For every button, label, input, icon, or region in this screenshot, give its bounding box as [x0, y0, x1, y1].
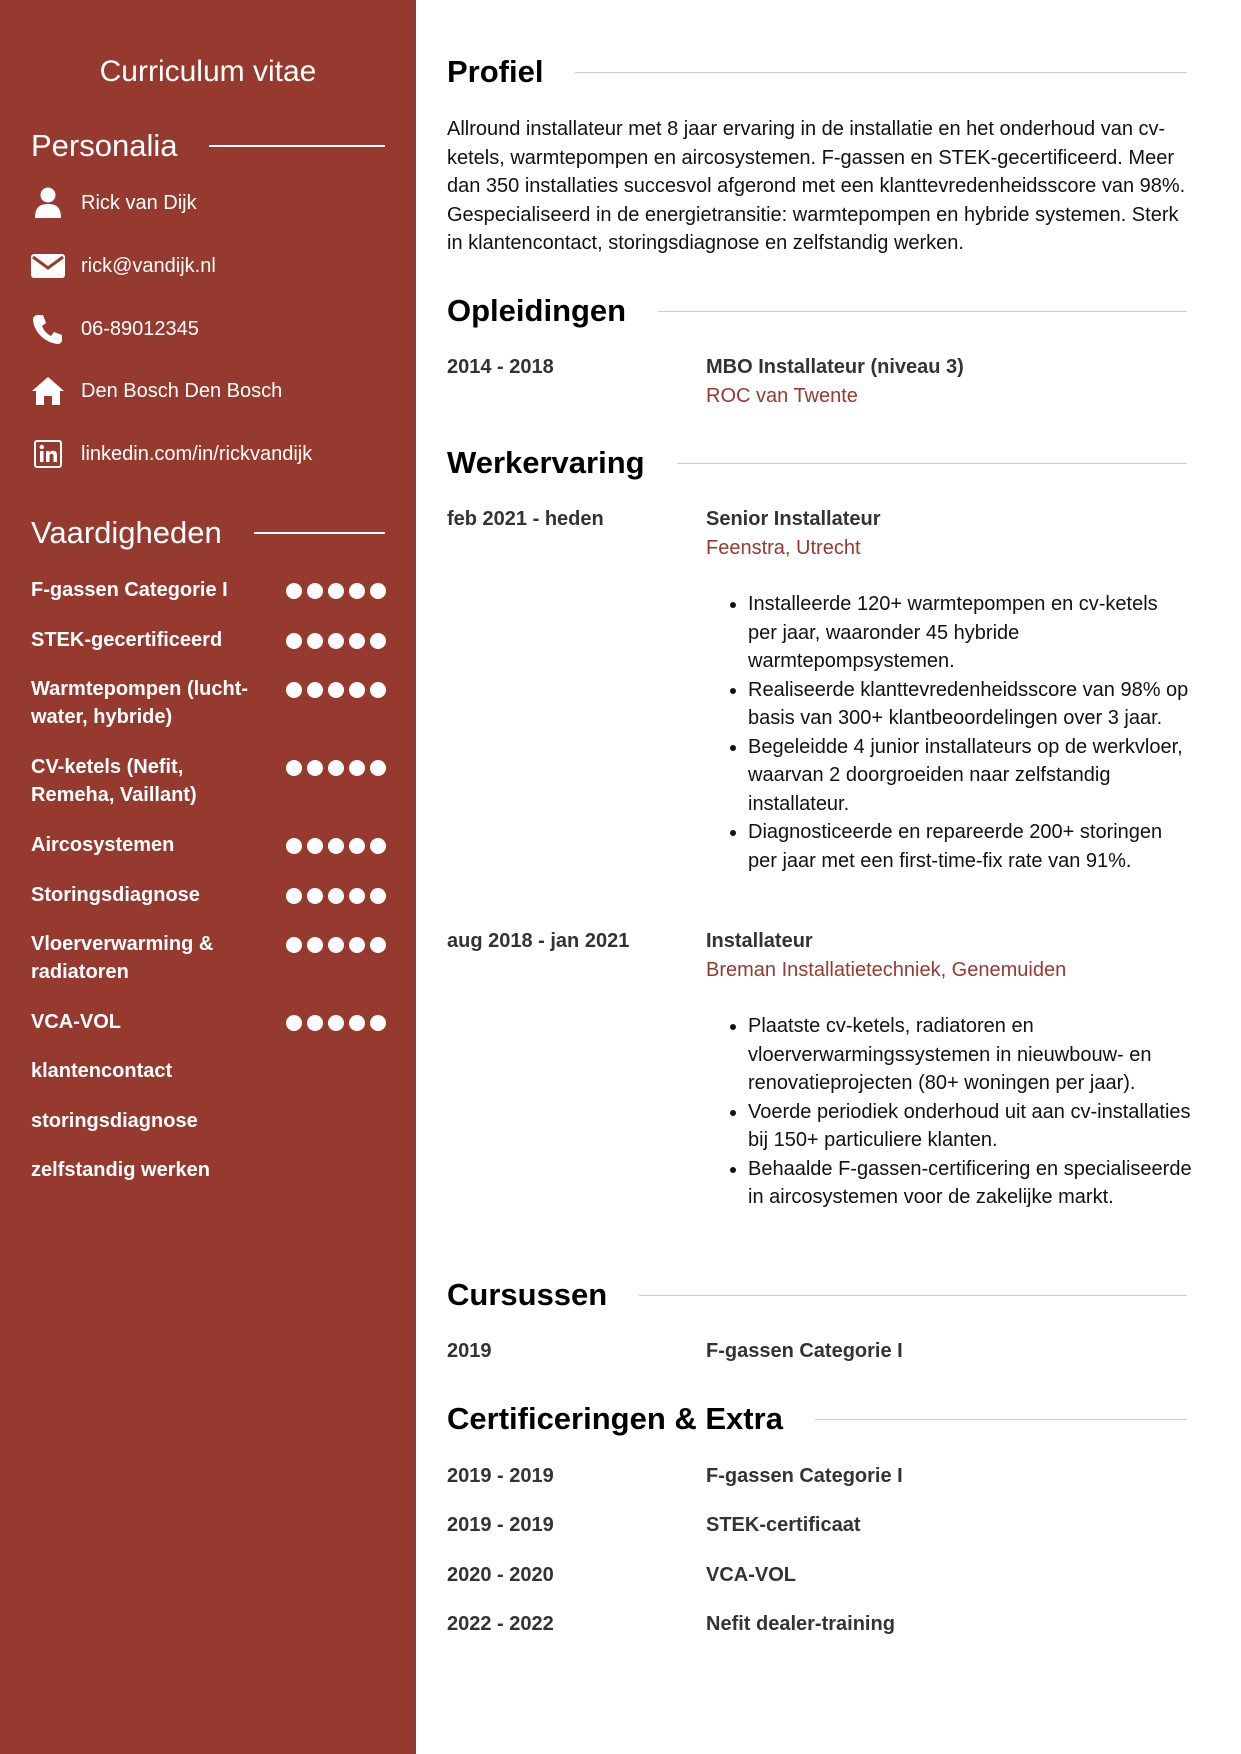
- skill-item: [31, 930, 386, 986]
- rating-dot: [286, 583, 302, 599]
- list-item: • Begeleidde 4 junior installateurs op de werkvloer, waarvan 2 doorgroeiden naar zelfstandig installateur.: [748, 733, 1192, 819]
- rating-dot: [370, 1015, 386, 1031]
- envelope-icon: [31, 249, 65, 283]
- experience-heading-text: Werkervaring: [447, 445, 645, 480]
- entry-date: 2022 - 2022: [447, 1613, 554, 1635]
- contact-linkedin[interactable]: [31, 436, 391, 472]
- rating-dot: [328, 838, 344, 854]
- rating-dot: [349, 682, 365, 698]
- entry-date: 2019 - 2019: [447, 1465, 554, 1487]
- contact-email[interactable]: [31, 248, 391, 284]
- skills-heading: [31, 515, 385, 551]
- skill-name: VCA-VOL: [31, 1011, 121, 1033]
- rating-dot: [286, 760, 302, 776]
- contact-phone-text: 06-89012345: [81, 318, 199, 340]
- rating-dot: [307, 1015, 323, 1031]
- courses-heading: [447, 1276, 1187, 1314]
- rating-dot: [328, 937, 344, 953]
- education-heading-text: Opleidingen: [447, 293, 627, 328]
- list-item: • Voerde periodiek onderhoud uit aan cv-installaties bij 150+ particuliere klanten.: [748, 1098, 1192, 1155]
- rating-dot: [286, 838, 302, 854]
- skill-item: [31, 1107, 386, 1135]
- rating-dot: [370, 937, 386, 953]
- entry-date: feb 2021 - heden: [447, 508, 604, 530]
- achievement-list: [706, 590, 1192, 875]
- heading-divider: [209, 145, 385, 147]
- entry-title: Nefit dealer-training: [706, 1613, 895, 1635]
- person-icon: [31, 186, 65, 220]
- skill-name: STEK-gecertificeerd: [31, 629, 223, 651]
- rating-dot: [307, 633, 323, 649]
- skill-name: Aircosystemen: [31, 834, 175, 856]
- rating-dot: [370, 583, 386, 599]
- heading-divider: [677, 463, 1187, 464]
- rating-dot: [328, 888, 344, 904]
- rating-dot: [307, 888, 323, 904]
- skill-name: Warmtepompen (lucht-water, hybride): [31, 678, 249, 728]
- skill-name: Vloerverwarming & radiatoren: [31, 933, 214, 983]
- entry-organization: Feenstra, Utrecht: [706, 536, 861, 559]
- entry-title: F-gassen Categorie I: [706, 1340, 903, 1362]
- skill-rating: [286, 675, 386, 698]
- contact-linkedin-text: linkedin.com/in/rickvandijk: [81, 443, 313, 465]
- skill-item: [31, 753, 386, 809]
- skill-rating: [286, 626, 386, 649]
- heading-divider: [658, 311, 1187, 312]
- certifications-heading-text: Certificeringen & Extra: [447, 1401, 783, 1436]
- entry-date: 2014 - 2018: [447, 356, 554, 378]
- list-item: • Behaalde F-gassen-certificering en specialiseerde in aircosystemen voor de zakelijke markt.: [748, 1155, 1192, 1212]
- entry-organization: ROC van Twente: [706, 384, 858, 407]
- certifications-heading: [447, 1400, 1187, 1438]
- heading-divider: [575, 72, 1187, 73]
- rating-dot: [307, 583, 323, 599]
- personalia-heading-text: Personalia: [31, 128, 178, 163]
- rating-dot: [349, 937, 365, 953]
- contact-email-text: rick@vandijk.nl: [81, 255, 216, 277]
- skill-item: [31, 1008, 386, 1036]
- entry-title: MBO Installateur (niveau 3): [706, 356, 964, 378]
- skill-rating: [286, 576, 386, 599]
- courses-heading-text: Cursussen: [447, 1277, 608, 1312]
- rating-dot: [307, 838, 323, 854]
- phone-icon: [31, 312, 65, 346]
- personalia-heading: [31, 128, 385, 164]
- rating-dot: [349, 888, 365, 904]
- contact-name-text: Rick van Dijk: [81, 192, 197, 214]
- skill-rating: [286, 930, 386, 953]
- rating-dot: [328, 760, 344, 776]
- heading-divider: [254, 532, 385, 534]
- skill-item: [31, 1156, 386, 1184]
- achievement-list: [706, 1012, 1192, 1212]
- contact-address-text: Den Bosch Den Bosch: [81, 380, 283, 402]
- skill-rating: [286, 831, 386, 854]
- list-item: • Installeerde 120+ warmtepompen en cv-ketels per jaar, waaronder 45 hybride warmtepompsystemen.: [748, 590, 1192, 676]
- skill-name: klantencontact: [31, 1060, 173, 1082]
- rating-dot: [328, 1015, 344, 1031]
- contact-address: [31, 373, 391, 409]
- skill-name: Storingsdiagnose: [31, 884, 200, 906]
- rating-dot: [307, 760, 323, 776]
- rating-dot: [370, 633, 386, 649]
- rating-dot: [286, 1015, 302, 1031]
- rating-dot: [370, 682, 386, 698]
- rating-dot: [286, 633, 302, 649]
- entry-date: 2020 - 2020: [447, 1564, 554, 1586]
- sidebar: [0, 0, 416, 1754]
- experience-heading: [447, 444, 1187, 482]
- entry-title: Installateur: [706, 930, 813, 952]
- heading-divider: [815, 1419, 1187, 1420]
- list-item: • Realiseerde klanttevredenheidsscore van 98% op basis van 300+ klantbeoordelingen over 3 jaar.: [748, 676, 1192, 733]
- rating-dot: [349, 838, 365, 854]
- skill-rating: [286, 753, 386, 776]
- list-item: • Plaatste cv-ketels, radiatoren en vloerverwarmingssystemen in nieuwbouw- en renovatieprojecten (80+ woningen per jaar).: [748, 1012, 1192, 1098]
- rating-dot: [370, 760, 386, 776]
- skills-heading-text: Vaardigheden: [31, 515, 222, 550]
- rating-dot: [328, 682, 344, 698]
- cv-title: Curriculum vitae: [99, 55, 317, 88]
- skill-name: F-gassen Categorie I: [31, 579, 228, 601]
- entry-organization: Breman Installatietechniek, Genemuiden: [706, 958, 1067, 981]
- skill-rating: [286, 1008, 386, 1031]
- education-heading: [447, 292, 1187, 330]
- profile-heading: [447, 53, 1187, 91]
- rating-dot: [286, 888, 302, 904]
- main-content: [416, 0, 1241, 1754]
- entry-date: 2019 - 2019: [447, 1514, 554, 1536]
- entry-title: Senior Installateur: [706, 508, 881, 530]
- skill-name: storingsdiagnose: [31, 1110, 198, 1132]
- skill-item: [31, 881, 386, 909]
- skill-item: [31, 831, 386, 859]
- rating-dot: [328, 633, 344, 649]
- rating-dot: [286, 682, 302, 698]
- entry-title: STEK-certificaat: [706, 1514, 861, 1536]
- entry-date: aug 2018 - jan 2021: [447, 930, 630, 952]
- entry-title: VCA-VOL: [706, 1564, 796, 1586]
- linkedin-icon: [31, 437, 65, 471]
- rating-dot: [370, 888, 386, 904]
- rating-dot: [349, 1015, 365, 1031]
- skill-name: CV-ketels (Nefit, Remeha, Vaillant): [31, 756, 197, 806]
- skill-item: [31, 675, 386, 731]
- rating-dot: [286, 937, 302, 953]
- rating-dot: [328, 583, 344, 599]
- skill-rating: [286, 881, 386, 904]
- entry-title: F-gassen Categorie I: [706, 1465, 903, 1487]
- skill-item: [31, 1057, 386, 1085]
- skill-item: [31, 626, 386, 654]
- skill-name: zelfstandig werken: [31, 1159, 210, 1181]
- home-icon: [31, 374, 65, 408]
- rating-dot: [307, 937, 323, 953]
- rating-dot: [349, 633, 365, 649]
- heading-divider: [639, 1295, 1187, 1296]
- rating-dot: [307, 682, 323, 698]
- rating-dot: [349, 583, 365, 599]
- profile-heading-text: Profiel: [447, 54, 544, 89]
- rating-dot: [349, 760, 365, 776]
- rating-dot: [370, 838, 386, 854]
- contact-phone[interactable]: [31, 311, 391, 347]
- contact-name: [31, 185, 391, 221]
- skill-item: [31, 576, 386, 604]
- profile-text: Allround installateur met 8 jaar ervaring in de installatie en het onderhoud van cv-ketels, warmtepompen en aircosystemen. F-gassen en STEK-gecertificeerd. Meer dan 350 installaties succesvol afgerond met een klanttevredenheidsscore van 98%. Gespecialiseerd in de energietransitie: warmtepompen en hybride systemen. Sterk in klantencontact, storingsdiagnose en zelfstandig werken.: [447, 118, 1186, 254]
- entry-date: 2019: [447, 1340, 492, 1362]
- list-item: • Diagnosticeerde en repareerde 200+ storingen per jaar met een first-time-fix rate van 91%.: [748, 818, 1192, 875]
